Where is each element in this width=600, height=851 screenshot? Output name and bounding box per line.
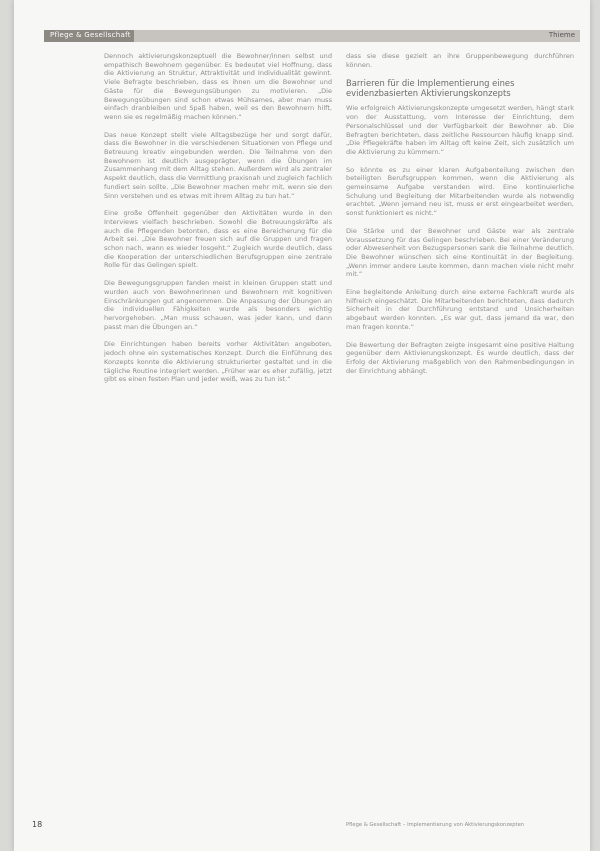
section-heading: Barrieren für die Implementierung eines evidenzbasierten Aktivierungskonzepts [346, 78, 515, 99]
paragraph: Die Einrichtungen haben bereits vorher Aktivitäten angeboten, jedoch ohne ein systematisches Konzept. Durch die Einführung des Konzepts konnte die Aktivierung strukturierter gestaltet und in die tägliche Routine integriert werden. „Früher war es eher zufällig, jetzt gibt es einen festen Plan und jeder weiß, was zu tun ist.“ [104, 340, 332, 384]
right-column [346, 52, 574, 384]
paragraph: Wie erfolgreich Aktivierungskonzepte umgesetzt werden, hängt stark von der Ausstattung, vom Interesse der Einrichtung, dem Personalschlüssel und der Verfügbarkeit der Bewohner ab. Die Befragten berichteten, dass zeitliche Ressourcen häufig knapp sind. „Die Pflegekräfte haben im Alltag oft keine Zeit, sich zusätzlich um die Aktivierung zu kümmern.“ [346, 104, 574, 156]
paragraph: Eine begleitende Anleitung durch eine externe Fachkraft wurde als hilfreich eingeschätzt. Die Mitarbeitenden berichteten, dass dadurch Sicherheit in der Durchführung entstand und Unsicherheiten abgebaut werden konnten. „Es war gut, dass jemand da war, den man fragen konnte.“ [346, 288, 574, 331]
paragraph: Das neue Konzept stellt viele Alltagsbezüge her und sorgt dafür, dass die Bewohner in die verschiedenen Situationen von Pflege und Betreuung kreativ eingebunden werden. Die Teilnahme von den Bewohnern ist deutlich ausgeprägter, wenn die Übungen im Zusammenhang mit dem Alltag stehen. Außerdem wird als zentraler Aspekt deutlich, dass die Vermittlung praxisnah und zugleich fachlich fundiert sein sollte. „Die Bewohner machen mehr mit, wenn sie den Sinn verstehen und es etwas mit ihrem Alltag zu tun hat.“ [104, 130, 332, 200]
paragraph: So könnte es zu einer klaren Aufgabenteilung zwischen den beteiligten Berufsgruppen kommen, wenn die Aktivierung als gemeinsame Aufgabe verstanden wird. Eine kontinuierliche Schulung und Begleitung der Mitarbeitenden wurde als notwendig erachtet. „Wenn jemand neu ist, muss er erst eingearbeitet werden, sonst funktioniert es nicht.“ [346, 165, 574, 218]
page-number: 18 [32, 820, 43, 829]
footer-citation: Pflege & Gesellschaft – Implementierung von Aktivierungskonzepten [346, 822, 525, 828]
paragraph: Die Stärke und der Bewohner und Gäste war als zentrale Voraussetzung für das Gelingen beschrieben. Bei einer Veränderung oder Abwesenheit von Bezugspersonen sank die Teilnahme deutlich. Die Bewohner wünschen sich eine Kontinuität in der Begleitung. „Wenn immer andere Leute kommen, dann machen viele nicht mehr mit.“ [346, 226, 574, 279]
left-column [104, 52, 332, 393]
paragraph: Die Bewertung der Befragten zeigte insgesamt eine positive Haltung gegenüber dem Aktivierungskonzept. Es wurde deutlich, dass der Erfolg der Aktivierung maßgeblich von den Rahmenbedingungen in der Einrichtung abhängt. [346, 340, 574, 375]
paragraph: Die Bewegungsgruppen fanden meist in kleinen Gruppen statt und wurden auch von Bewohnerinnen und Bewohnern mit kognitiven Einschränkungen gut angenommen. Die Anpassung der Übungen an die individuellen Fähigkeiten wurde als besonders wichtig hervorgehoben. „Man muss schauen, was jeder kann, und dann passt man die Übungen an.“ [104, 279, 332, 331]
paragraph: Dennoch aktivierungskonzeptuell die Bewohner/innen selbst und empathisch Bewohnern gegenüber. Es bedeutet viel Hoffnung, dass die Aktivierung an Struktur, Attraktivität und Individualität gewinnt. Viele Befragte beschrieben, dass es ihnen um die Bewohner und Gäste für die Bewegungsübungen zu motivieren. „Die Bewegungsübungen sind schon etwas Mühsames, aber man muss einfach dranbleiben und Spaß haben, weil es den Bewohnern hilft, wenn sie es regelmäßig machen können.“ [104, 52, 332, 121]
paragraph: dass sie diese gezielt an ihre Gruppenbewegung durchführen können. [346, 52, 574, 69]
running-head: Pflege & Gesellschaft [50, 31, 131, 39]
paragraph: Eine große Offenheit gegenüber den Aktivitäten wurde in den Interviews vielfach beschrieben. Sowohl die Betreuungskräfte als auch die Pflegenden betonten, dass es eine Bereicherung für die Arbeit sei. „Die Bewohner freuen sich auf die Gruppen und fragen schon nach, wann es wieder losgeht.“ Zugleich wurde deutlich, dass die Kooperation der unterschiedlichen Berufsgruppen eine zentrale Rolle für das Gelingen spielt. [104, 209, 332, 270]
document-page [14, 0, 590, 851]
journal-logo: Thieme [548, 31, 575, 39]
